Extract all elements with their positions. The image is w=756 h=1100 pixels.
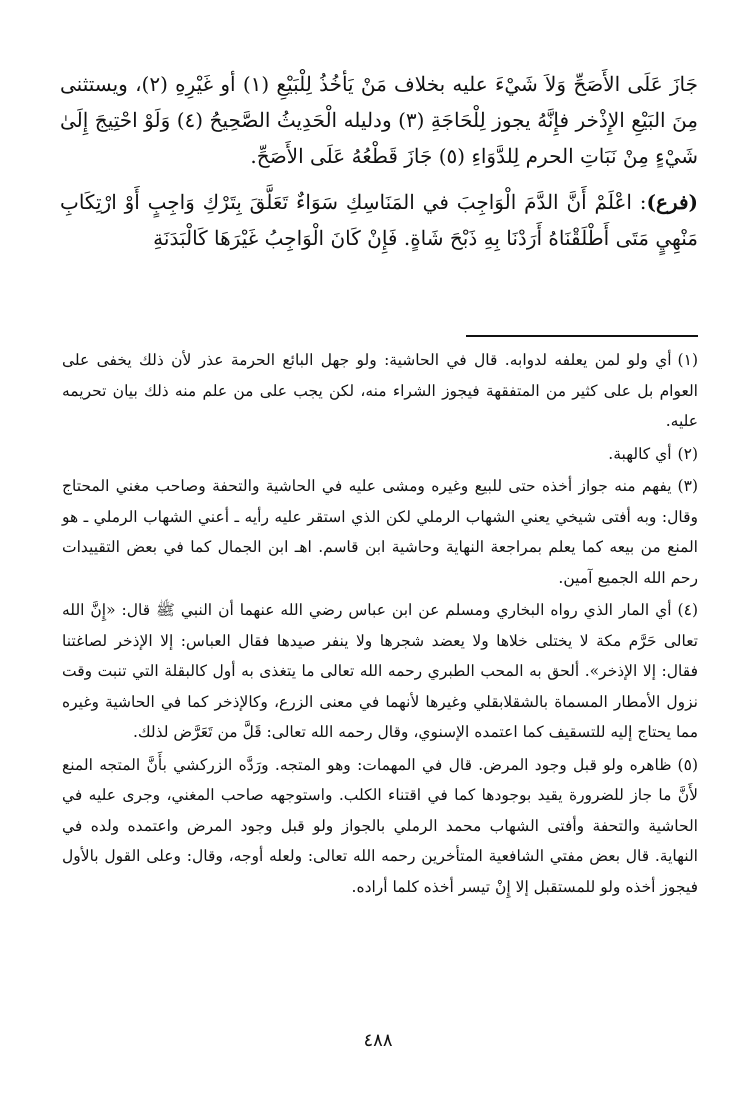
footnote-text: ظاهره ولو قبل وجود المرض. قال في المهمات: وهو المتجه. ورَدَّه الزركشي بأَنَّ المتجه المنع لأَنَّ ما جاز للضرورة يقيد بوجودها كما في اقتناء الكلب. واستوجهه صاحب المغني، وجرى عليه في الحاشية والتحفة وأفتى الشهاب محمد الرملي بالجواز ولو قبل وجود المرض واعتمده ولده في النهاية. قال بعض مفتي الشافعية المتأخرين رحمه الله تعالى: ولعله أوجه، وقال: وعلى القول بالأول فيجوز أخذه ولو للمستقبل إلا إِنْ تيسر أخذه كلما أراده. xyxy=(62,755,698,896)
footnote-text: يفهم منه جواز أخذه حتى للبيع وغيره ومشى عليه في الحاشية والتحفة وصاحب مغني المحتاج وقال: وبه أفتى شيخي يعني الشهاب الرملي لكن الذي استقر عليه رأيه ـ أعني الشهاب الرملي ـ هو المنع من بيعه كما يعلم بمراجعة النهاية وحاشية ابن قاسم. اهـ ابن الجمال كما في بعض التقييدات رحم الله الجميع آمين. xyxy=(62,477,698,587)
footnote-text: أي كالهبة. xyxy=(608,444,672,463)
footnote-4 xyxy=(62,595,698,748)
main-paragraph-2-text: : اعْلَمْ أَنَّ الدَّمَ الْوَاجِبَ في المَنَاسِكِ سَوَاءٌ تَعَلَّقَ بِتَرْكِ وَاجِبٍ أَوْ ارْتِكَابِ مَنْهِيٍ مَتَى أَطْلَقْنَاهُ أَرَدْنَا بِهِ ذَبْحَ شَاةٍ. فَإِنْ كَانَ الْوَاجِبُ غَيْرَهَا كَالْبَدَنَةِ xyxy=(60,190,698,250)
footnote-3 xyxy=(62,471,698,593)
footnote-number: (٣) xyxy=(677,477,698,495)
footnote-text: أي ولو لمن يعلفه لدوابه. قال في الحاشية: ولو جهل البائع الحرمة عذر لأن ذلك يخفى على العوام بل على كثير من المتفقهة فيجوز الشراء منه، لكن يجب على من علم منه ذلك بيان تحريمه عليه. xyxy=(62,351,698,430)
main-paragraph-1: جَازَ عَلَى الأَصَحِّ وَلاَ شَيْءَ عليه بخلاف مَنْ يَأخُذُ لِلْبَيْعِ (١) أو غَيْرِهِ (٢)، ويستثنى مِنَ البَيْعِ الإِذْخر فإِنَّهُ يجوز لِلْحَاجَةِ (٣) ودليله الْحَدِيثُ الصَّحِيحُ (٤) وَلَوْ احْتِيجَ إِلَىٰ شَيْءٍ مِنْ نَبَاتِ الحرم لِلدَّوَاءِ (٥) جَازَ قَطْعُهُ عَلَى الأَصَحِّ. xyxy=(60,72,699,168)
footnote-number: (٢) xyxy=(677,444,698,463)
fara-label: (فرع) xyxy=(646,190,698,214)
footnote-5 xyxy=(62,750,698,903)
footnotes-section xyxy=(62,345,698,902)
footnote-text: أي المار الذي رواه البخاري ومسلم عن ابن عباس رضي الله عنهما أن النبي ﷺ قال: «إِنَّ الله تعالى حَرَّم مكة لا يختلى خلاها ولا يعضد شجرها ولا ينفر صيدها فقال العباس: إلا الإذخر لصاغتنا فقال: إلا الإذخر». ألحق به المحب الطبري رحمه الله تعالى ما يتغذى به أول كالبقلة التي تنبت وقت نزول الأمطار المسماة بالشقلابقلي وغيرها لأنهما في معنى الزرع، وكالإذخر كما في الحاشية وغيره مما يحتاج إليه للتسقيف كما اعتمده الإسنوي، وقال رحمه الله تعالى: قَلَّ من تَعَرَّض لذلك. xyxy=(62,601,698,741)
footnote-number: (٥) xyxy=(677,755,698,774)
footnote-separator xyxy=(466,335,698,337)
main-text-block xyxy=(60,66,698,256)
page-number: ٤٨٨ xyxy=(363,1030,393,1051)
footnote-1 xyxy=(62,345,698,437)
main-paragraph-2 xyxy=(60,184,698,256)
footnote-2 xyxy=(62,439,698,470)
footnote-number: (١) xyxy=(677,351,698,369)
footnote-number: (٤) xyxy=(677,601,698,619)
